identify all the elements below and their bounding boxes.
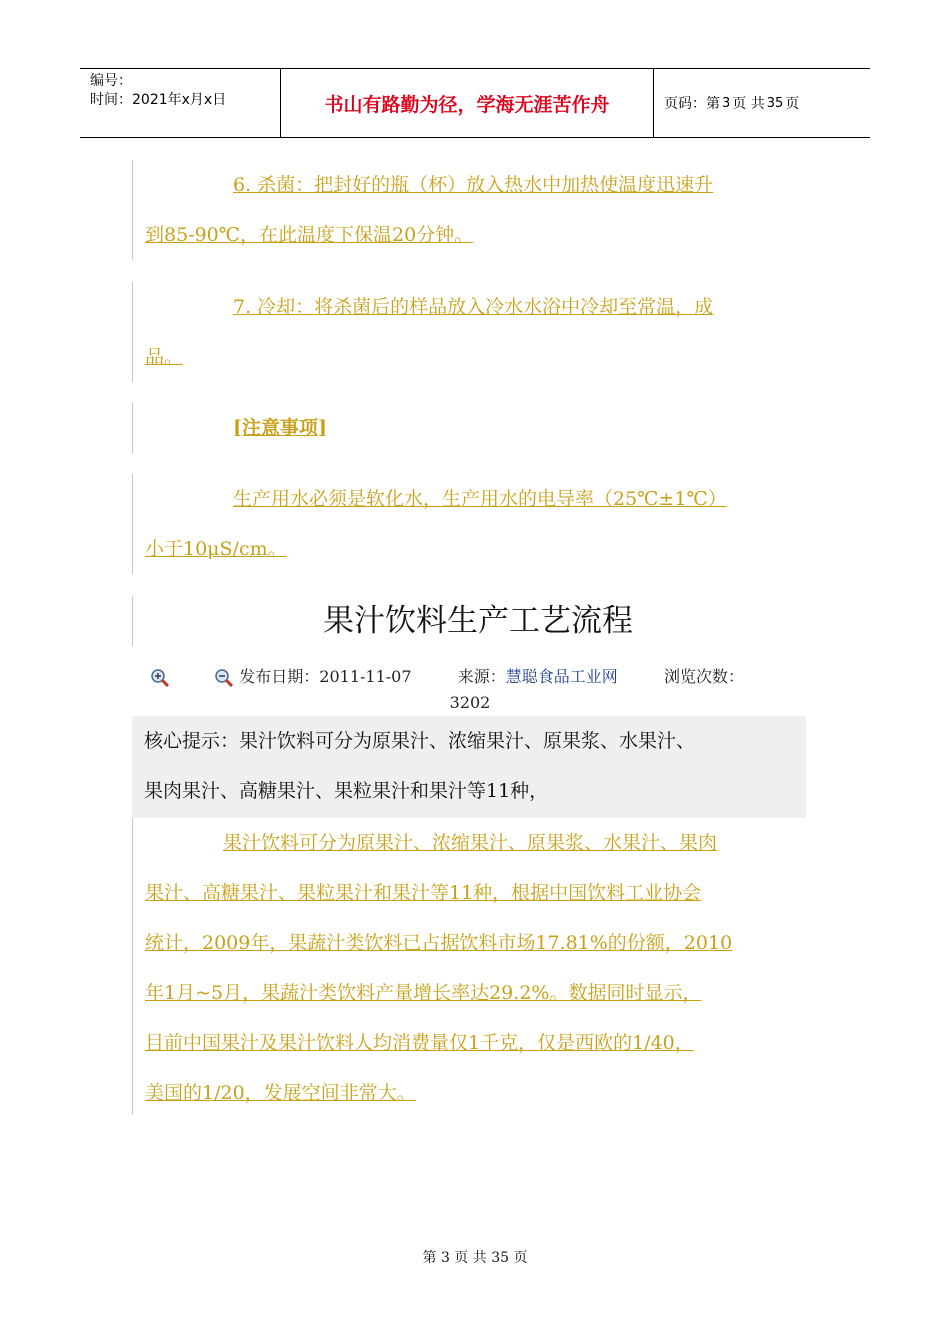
body-line: 目前中国果汁及果汁饮料人均消费量仅1千克，仅是西欧的1/40， [145, 1032, 694, 1054]
date-text: 时间：2021年x月x日 [90, 92, 227, 108]
step-7-line-1: 7. 冷却：将杀菌后的样品放入冷水水浴中冷却至常温，成 [233, 296, 714, 318]
article-body [133, 818, 813, 1118]
header-page-info [654, 69, 870, 137]
publish-date: 发布日期：2011-11-07 [239, 667, 412, 686]
page-header [80, 68, 870, 138]
zoom-out-icon[interactable] [214, 668, 234, 688]
views-count: 3202 [449, 693, 491, 712]
page-total: 35 [766, 95, 784, 111]
step-6-block [132, 160, 813, 260]
page-footer: 第 3 页 共 35 页 [422, 1250, 528, 1266]
article-meta [150, 664, 810, 716]
page-mid: 页 共 [732, 96, 765, 112]
step-6-paragraph [133, 160, 813, 260]
page-prefix: 页码：第 [664, 96, 720, 112]
step-7-block [132, 282, 813, 382]
notes-heading [133, 403, 813, 453]
page-suffix: 页 [785, 96, 800, 112]
body-line: 年1月~5月，果蔬汁类饮料产量增长率达29.2%。数据同时显示， [145, 982, 702, 1004]
header-left-cell [80, 69, 281, 137]
notes-heading-text: [注意事项] [233, 417, 327, 439]
zoom-in-icon[interactable] [150, 668, 170, 688]
body-line: 统计，2009年，果蔬汁类饮料已占据饮料市场17.81%的份额，2010 [145, 932, 733, 954]
summary-line-1: 核心提示：果汁饮料可分为原果汁、浓缩果汁、原果浆、水果汁、 [144, 730, 696, 752]
step-6-line-2: 到85-90℃，在此温度下保温20分钟。 [145, 224, 474, 246]
notes-heading-block [132, 403, 813, 453]
core-summary [132, 716, 806, 818]
step-6-line-1: 6. 杀菌：把封好的瓶（杯）放入热水中加热使温度迅速升 [233, 174, 714, 196]
article-title: 果汁饮料生产工艺流程 [132, 596, 823, 646]
page-number: 3 [722, 95, 731, 111]
step-7-line-2: 品。 [145, 346, 184, 368]
source-link[interactable]: 慧聪食品工业网 [505, 667, 618, 686]
article-body-block [132, 818, 813, 1115]
notes-line-1: 生产用水必须是软化水，生产用水的电导率（25℃±1℃） [233, 488, 727, 510]
header-motto: 书山有路勤为径，学海无涯苦作舟 [281, 69, 654, 137]
notes-body-block [132, 474, 813, 574]
code-label: 编号： [90, 73, 132, 89]
views-label: 浏览次数： [663, 667, 744, 686]
body-line: 果汁饮料可分为原果汁、浓缩果汁、原果浆、水果汁、果肉 [223, 832, 718, 854]
body-line: 美国的1/20，发展空间非常大。 [145, 1082, 416, 1104]
step-7-paragraph [133, 282, 813, 382]
source-label: 来源： [457, 667, 506, 686]
summary-line-2: 果肉果汁、高糖果汁、果粒果汁和果汁等11种， [144, 780, 549, 802]
body-line: 果汁、高糖果汁、果粒果汁和果汁等11种，根据中国饮料工业协会 [145, 882, 702, 904]
notes-line-2: 小于10μS/cm。 [145, 538, 287, 560]
notes-paragraph [133, 474, 813, 574]
